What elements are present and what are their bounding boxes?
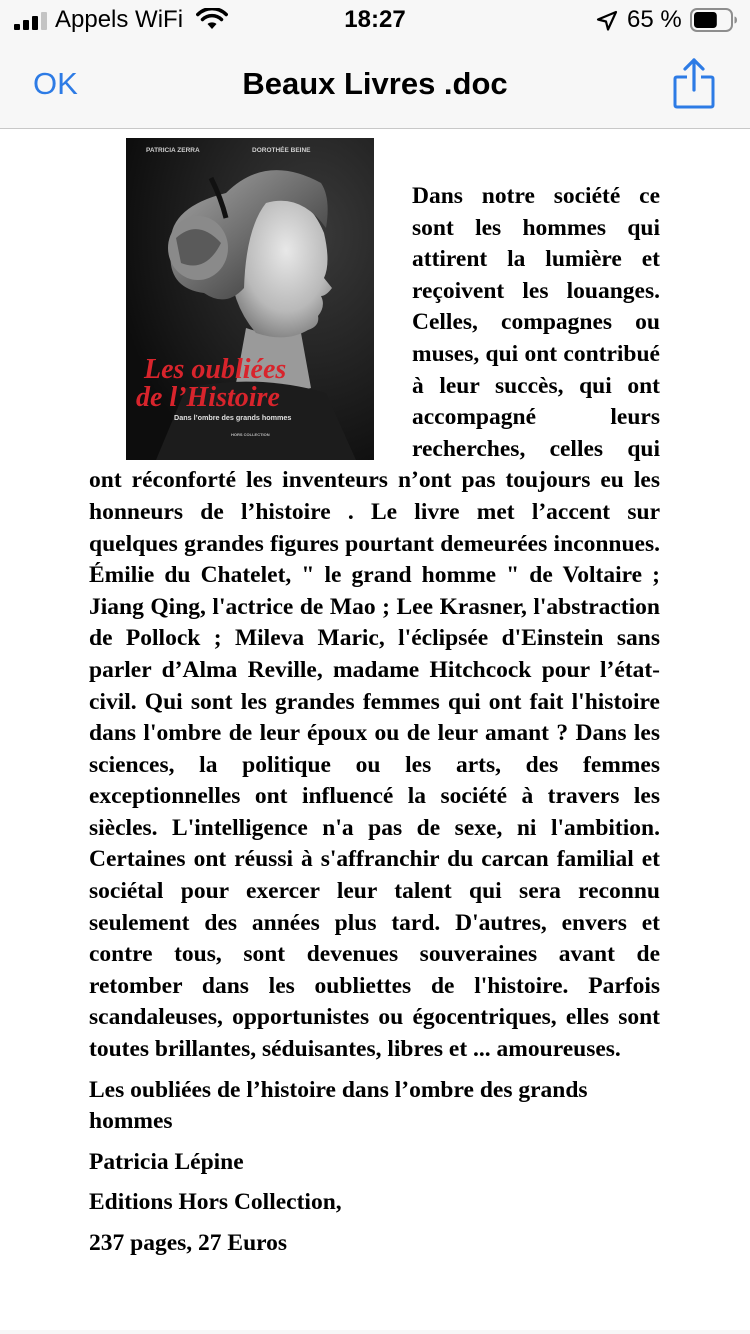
- navigation-bar: [0, 40, 750, 129]
- battery-percent: 65 %: [627, 6, 682, 33]
- document-title: Beaux Livres .doc: [242, 66, 508, 101]
- book-cover: [126, 138, 374, 460]
- cover-publisher: HORS COLLECTION: [231, 432, 270, 437]
- book-title-line: Les oubliées de l’histoire dans l’ombre des grands hommes: [89, 1076, 588, 1135]
- description-paragraph: Dans notre société ce sont les hommes qui attirent la lumière et reçoivent les louanges. Celles, compagnes ou muses, qui ont contribué à leur succès, qui ont accompagné leurs recherches, celles qui ont réconforté les inventeurs n’ont pas toujours eu les honneurs de l’histoire . Le livre met l’accent sur quelques grandes figures pourtant demeurées inconnues. Émilie du Chatelet, " le grand homme " de Voltaire ; Jiang Qing, l'actrice de Mao ; Lee Krasner, l'abstraction de Pollock ; Mileva Maric, l'éclipsée d'Einstein sans parler d’Alma Reville, madame Hitchcock pour l’état-civil. Qui sont les grandes femmes qui ont fait l'histoire dans l'ombre de leur époux ou de leur amant ? Dans les sciences, la politique ou les arts, des femmes exceptionnelles ont influencé la société à travers les siècles. L'intelligence n'a pas de sexe, ni l'ambition. Certaines ont réussi à s'affranchir du carcan familial et sociétal pour exercer leur talent qui sera reconnu seulement des années plus tard. D'autres, envers et contre tous, sont devenues souveraines avant de retomber dans les oubliettes de l'histoire. Parfois scandaleuses, opportunistes ou égocentriques, elles sont toutes brillantes, séduisantes, libres et ... amoureuses.: [89, 183, 660, 1063]
- cover-subtitle: Dans l’ombre des grands hommes: [174, 413, 292, 422]
- bottom-bar: [0, 1330, 750, 1334]
- author-line: Patricia Lépine: [89, 1148, 244, 1175]
- details-line: 237 pages, 27 Euros: [89, 1230, 288, 1256]
- cover-author-right: DOROTHÉE BEINE: [252, 147, 311, 154]
- share-icon[interactable]: [672, 56, 716, 110]
- document-body: [89, 138, 660, 1260]
- location-icon: [596, 10, 618, 32]
- battery-icon: [690, 8, 738, 32]
- cover-title-line1: Les oubliées: [144, 354, 287, 385]
- clock: 18:27: [344, 6, 406, 33]
- ok-button[interactable]: OK: [33, 66, 78, 101]
- carrier-label: Appels WiFi: [55, 6, 184, 33]
- cover-title-line2: de l’Histoire: [136, 382, 280, 413]
- book-cover-photo: [126, 138, 374, 460]
- status-bar: [0, 0, 750, 40]
- cover-author-left: PATRICIA ZERRA: [146, 147, 200, 154]
- publisher-line: Editions Hors Collection,: [89, 1189, 342, 1216]
